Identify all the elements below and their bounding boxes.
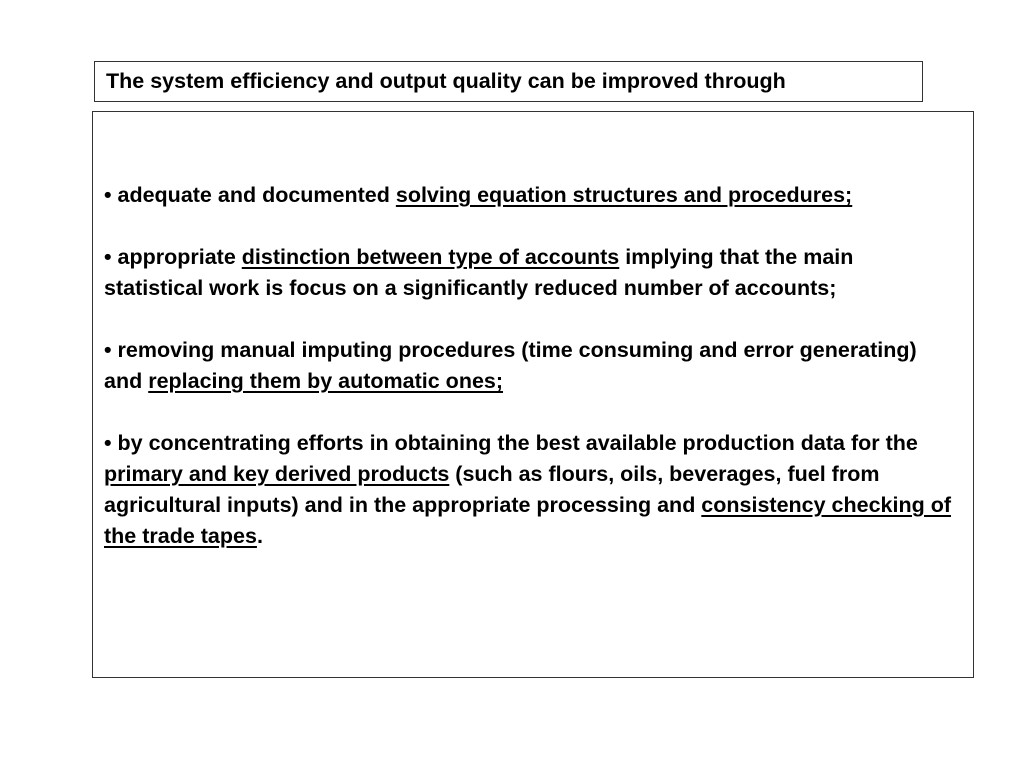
bullet-text: .	[256, 524, 263, 548]
bullet-text: appropriate	[111, 245, 242, 269]
bullet-text: implying that the main statistical work is focus on a significantly reduced number of accounts;	[104, 245, 854, 300]
underlined-phrase: distinction between type of accounts	[241, 245, 620, 269]
bullet-symbol: •	[104, 183, 112, 207]
bullet-item-accounts	[104, 242, 956, 304]
bullet-symbol: •	[104, 338, 112, 362]
bullet-item-automation	[104, 335, 956, 397]
underlined-phrase: primary and key derived products	[104, 462, 450, 486]
slide-title: The system efficiency and output quality can be improved through	[106, 69, 786, 93]
slide-title-box	[94, 61, 923, 102]
underlined-phrase: replacing them by automatic ones;	[148, 369, 504, 393]
content-box	[92, 111, 974, 678]
bullet-text: by concentrating efforts in obtaining the best available production data for the	[111, 431, 918, 455]
underlined-phrase: solving equation structures and procedures;	[395, 183, 853, 207]
bullet-text: adequate and documented	[111, 183, 396, 207]
bullet-item-documentation	[104, 180, 956, 211]
bullet-text: removing manual imputing procedures (time consuming and error generating) and	[104, 338, 917, 393]
bullet-symbol: •	[104, 431, 112, 455]
underlined-phrase: consistency checking of the trade tapes	[104, 493, 952, 548]
bullet-list	[104, 180, 956, 552]
bullet-item-production-data	[104, 428, 956, 552]
bullet-text: (such as flours, oils, beverages, fuel from agricultural inputs) and in the appropriate processing and	[104, 462, 880, 517]
bullet-symbol: •	[104, 245, 112, 269]
